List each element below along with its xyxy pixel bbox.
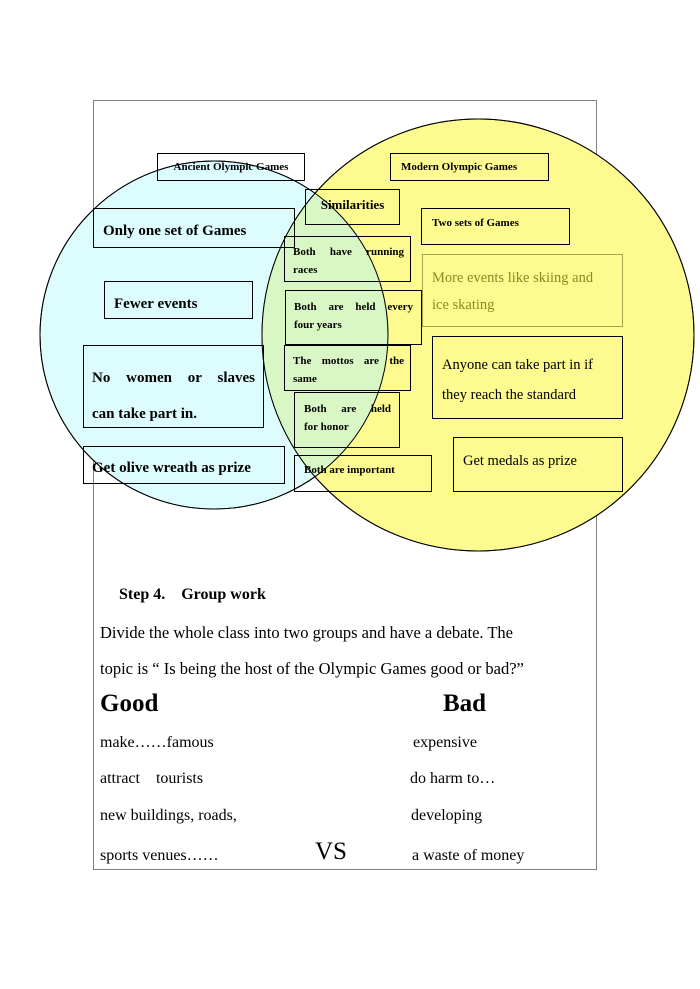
good-item: make……famous bbox=[100, 734, 214, 751]
step-line-1: Divide the whole class into two groups and have a debate. The bbox=[100, 623, 513, 642]
good-item: new buildings, roads, bbox=[100, 807, 237, 824]
similarity-every-four-years: Both are held every four years bbox=[285, 290, 422, 345]
modern-title: Modern Olympic Games bbox=[401, 161, 518, 173]
similarity-mottos: The mottos are the same bbox=[284, 345, 411, 391]
similarity-important: Both are important bbox=[294, 455, 432, 492]
bad-item: expensive bbox=[413, 734, 477, 751]
modern-title-box bbox=[390, 153, 549, 181]
similarities-title-box bbox=[305, 189, 400, 225]
modern-item-more-events: More events like skiing and ice skating bbox=[422, 254, 623, 327]
bad-item: a waste of money bbox=[412, 847, 525, 864]
ancient-item-olive-wreath: Get olive wreath as prize bbox=[83, 446, 285, 484]
ancient-title-box bbox=[157, 153, 305, 181]
step-heading: Step 4. Group work bbox=[119, 586, 266, 603]
step-line-2: topic is “ Is being the host of the Olympic Games good or bad?” bbox=[100, 659, 524, 678]
ancient-item-no-women: No women or slaves can take part in. bbox=[83, 345, 264, 428]
bad-title: Bad bbox=[443, 690, 487, 717]
modern-item-two-sets: Two sets of Games bbox=[421, 208, 570, 245]
good-title: Good bbox=[100, 690, 159, 717]
similarity-running-races: Both have running races bbox=[284, 236, 411, 282]
modern-item-anyone: Anyone can take part in if they reach the standard bbox=[432, 336, 623, 419]
similarities-title: Similarities bbox=[320, 197, 385, 212]
similarity-for-honor: Both are held for honor bbox=[294, 392, 400, 448]
modern-item-medals: Get medals as prize bbox=[453, 437, 623, 492]
bad-item: do harm to… bbox=[410, 770, 496, 787]
ancient-item-fewer-events: Fewer events bbox=[104, 281, 253, 319]
ancient-item-one-set: Only one set of Games bbox=[93, 208, 295, 248]
vs-label: VS bbox=[315, 838, 347, 865]
good-item: attract tourists bbox=[100, 770, 204, 787]
good-item: sports venues…… bbox=[100, 847, 219, 864]
bad-item: developing bbox=[411, 807, 483, 824]
ancient-title: Ancient Olympic Games bbox=[173, 161, 289, 173]
